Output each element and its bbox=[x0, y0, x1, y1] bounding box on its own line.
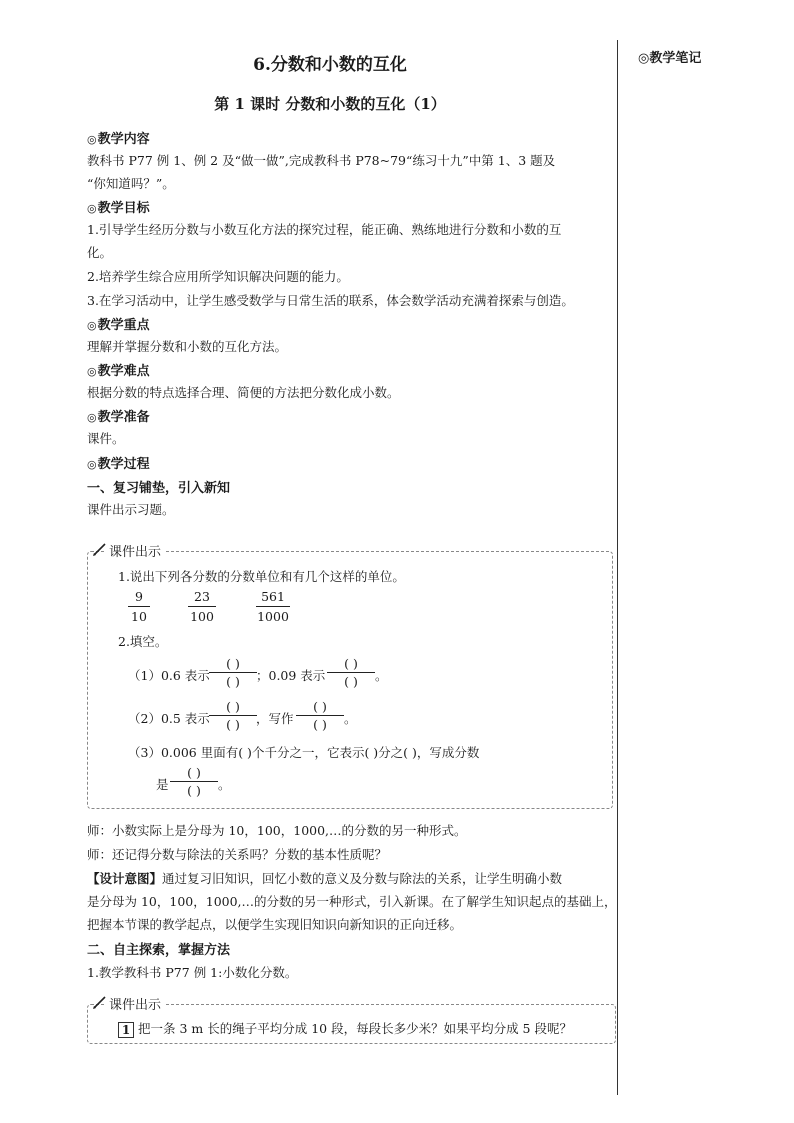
difficulty-text: 根据分数的特点选择合理、简便的方法把分数化成小数。 bbox=[87, 385, 400, 400]
blank-denominator: ( ) bbox=[344, 674, 358, 689]
blank-numerator: ( ) bbox=[226, 656, 240, 671]
fill-1-part-b: ；0.09 表示 bbox=[256, 668, 326, 683]
fraction-blank[interactable] bbox=[327, 656, 375, 689]
fill-3-text: （3）0.006 里面有( )个千分之一，它表示( )分之( )，写成分数 bbox=[128, 745, 480, 760]
blank-denominator: ( ) bbox=[226, 674, 240, 689]
blank-numerator: ( ) bbox=[226, 699, 240, 714]
fraction-numerator: 561 bbox=[261, 589, 285, 604]
design-intent-label: 【设计意图】 bbox=[87, 871, 163, 886]
part-1-text: 课件出示习题。 bbox=[87, 502, 175, 517]
fraction-numerator: 23 bbox=[194, 589, 210, 604]
notes-divider bbox=[617, 40, 618, 1095]
fraction-2 bbox=[188, 589, 216, 624]
fraction-denominator: 1000 bbox=[257, 609, 289, 624]
section-marker-icon: ◎ bbox=[87, 133, 97, 146]
lesson-subtitle: 第 1 课时 分数和小数的互化（1） bbox=[214, 95, 446, 113]
goal-2: 2.培养学生综合应用所学知识解决问题的能力。 bbox=[87, 269, 349, 284]
key-text: 理解并掌握分数和小数的互化方法。 bbox=[87, 339, 288, 354]
example-1 bbox=[118, 1019, 572, 1038]
teacher-line-2: 师：还记得分数与除法的关系吗？分数的基本性质呢？ bbox=[87, 847, 388, 862]
design-line-2: 是分母为 10，100，1000,…的分数的另一种形式，引入新课。在了解学生知识起点的基础上， bbox=[87, 894, 617, 909]
blank-numerator: ( ) bbox=[344, 656, 358, 671]
fraction-1 bbox=[128, 589, 150, 624]
part-2-text: 1.教学教科书 P77 例 1:小数化分数。 bbox=[87, 965, 298, 980]
fraction-3 bbox=[256, 589, 290, 624]
lesson-title: 6.分数和小数的互化 bbox=[253, 55, 407, 75]
section-head-difficulty: ◎教学难点 bbox=[87, 364, 150, 379]
courseware-box-2-title: 课件出示 bbox=[106, 994, 164, 1013]
fraction-blank[interactable] bbox=[209, 699, 257, 732]
section-head-prep: ◎教学准备 bbox=[87, 410, 150, 425]
part-1-heading: 一、复习铺垫，引入新知 bbox=[87, 481, 231, 496]
blank-denominator: ( ) bbox=[226, 717, 240, 732]
fill-3-is: 是 bbox=[156, 777, 169, 792]
part-2-heading: 二、自主探索，掌握方法 bbox=[87, 943, 231, 958]
content-line-1: 教科书 P77 例 1、例 2 及“做一做”,完成教科书 P78~79“练习十九”中第 1、3 题及 bbox=[87, 153, 556, 168]
fill-3-end: 。 bbox=[218, 777, 231, 792]
fill-2-part-a: （2）0.5 表示 bbox=[128, 711, 210, 726]
fill-1-end: 。 bbox=[375, 668, 388, 683]
section-head-process: ◎教学过程 bbox=[87, 457, 150, 472]
goal-1a: 1.引导学生经历分数与小数互化方法的探究过程，能正确、熟练地进行分数和小数的互 bbox=[87, 222, 562, 237]
example-1-text: 把一条 3 m 长的绳子平均分成 10 段，每段长多少米？如果平均分成 5 段呢？ bbox=[138, 1021, 572, 1036]
question-2: 2.填空。 bbox=[118, 634, 168, 649]
teacher-line-1: 师：小数实际上是分母为 10，100，1000,…的分数的另一种形式。 bbox=[87, 823, 467, 838]
blank-denominator: ( ) bbox=[187, 783, 201, 798]
fill-1-part-a: （1）0.6 表示 bbox=[128, 668, 210, 683]
prep-text: 课件。 bbox=[87, 431, 125, 446]
fill-2-part-b: ，写作 bbox=[256, 711, 294, 726]
section-marker-icon: ◎ bbox=[87, 202, 97, 215]
section-head-goals: ◎教学目标 bbox=[87, 201, 150, 216]
section-marker-icon: ◎ bbox=[87, 411, 97, 424]
section-head-key: ◎教学重点 bbox=[87, 318, 150, 333]
blank-numerator: ( ) bbox=[187, 765, 201, 780]
fill-2-end: 。 bbox=[344, 711, 357, 726]
fraction-numerator: 9 bbox=[135, 589, 143, 604]
fraction-denominator: 10 bbox=[131, 609, 147, 624]
fraction-denominator: 100 bbox=[190, 609, 214, 624]
example-number-badge: 1 bbox=[118, 1022, 134, 1038]
design-line-3: 把握本节课的教学起点，以便学生实现旧知识向新知识的正向迁移。 bbox=[87, 917, 463, 932]
teaching-notes-label: ◎教学笔记 bbox=[638, 51, 702, 66]
section-marker-icon: ◎ bbox=[87, 365, 97, 378]
section-marker-icon: ◎ bbox=[87, 458, 97, 471]
goal-1b: 化。 bbox=[87, 245, 113, 260]
fraction-blank[interactable] bbox=[170, 765, 218, 798]
goal-3: 3.在学习活动中，让学生感受数学与日常生活的联系，体会数学活动充满着探索与创造。 bbox=[87, 293, 574, 308]
design-line-1 bbox=[87, 868, 612, 890]
blank-denominator: ( ) bbox=[313, 717, 327, 732]
section-head-content: ◎教学内容 bbox=[87, 132, 150, 147]
fraction-blank[interactable] bbox=[209, 656, 257, 689]
blank-numerator: ( ) bbox=[313, 699, 327, 714]
fraction-blank[interactable] bbox=[296, 699, 344, 732]
section-marker-icon: ◎ bbox=[87, 319, 97, 332]
design-text-1: 通过复习旧知识，回忆小数的意义及分数与除法的关系，让学生明确小数 bbox=[162, 871, 563, 886]
courseware-box-1-title: 课件出示 bbox=[106, 541, 164, 560]
question-1: 1.说出下列各分数的分数单位和有几个这样的单位。 bbox=[118, 569, 405, 584]
content-line-2: “你知道吗？”。 bbox=[87, 176, 175, 191]
